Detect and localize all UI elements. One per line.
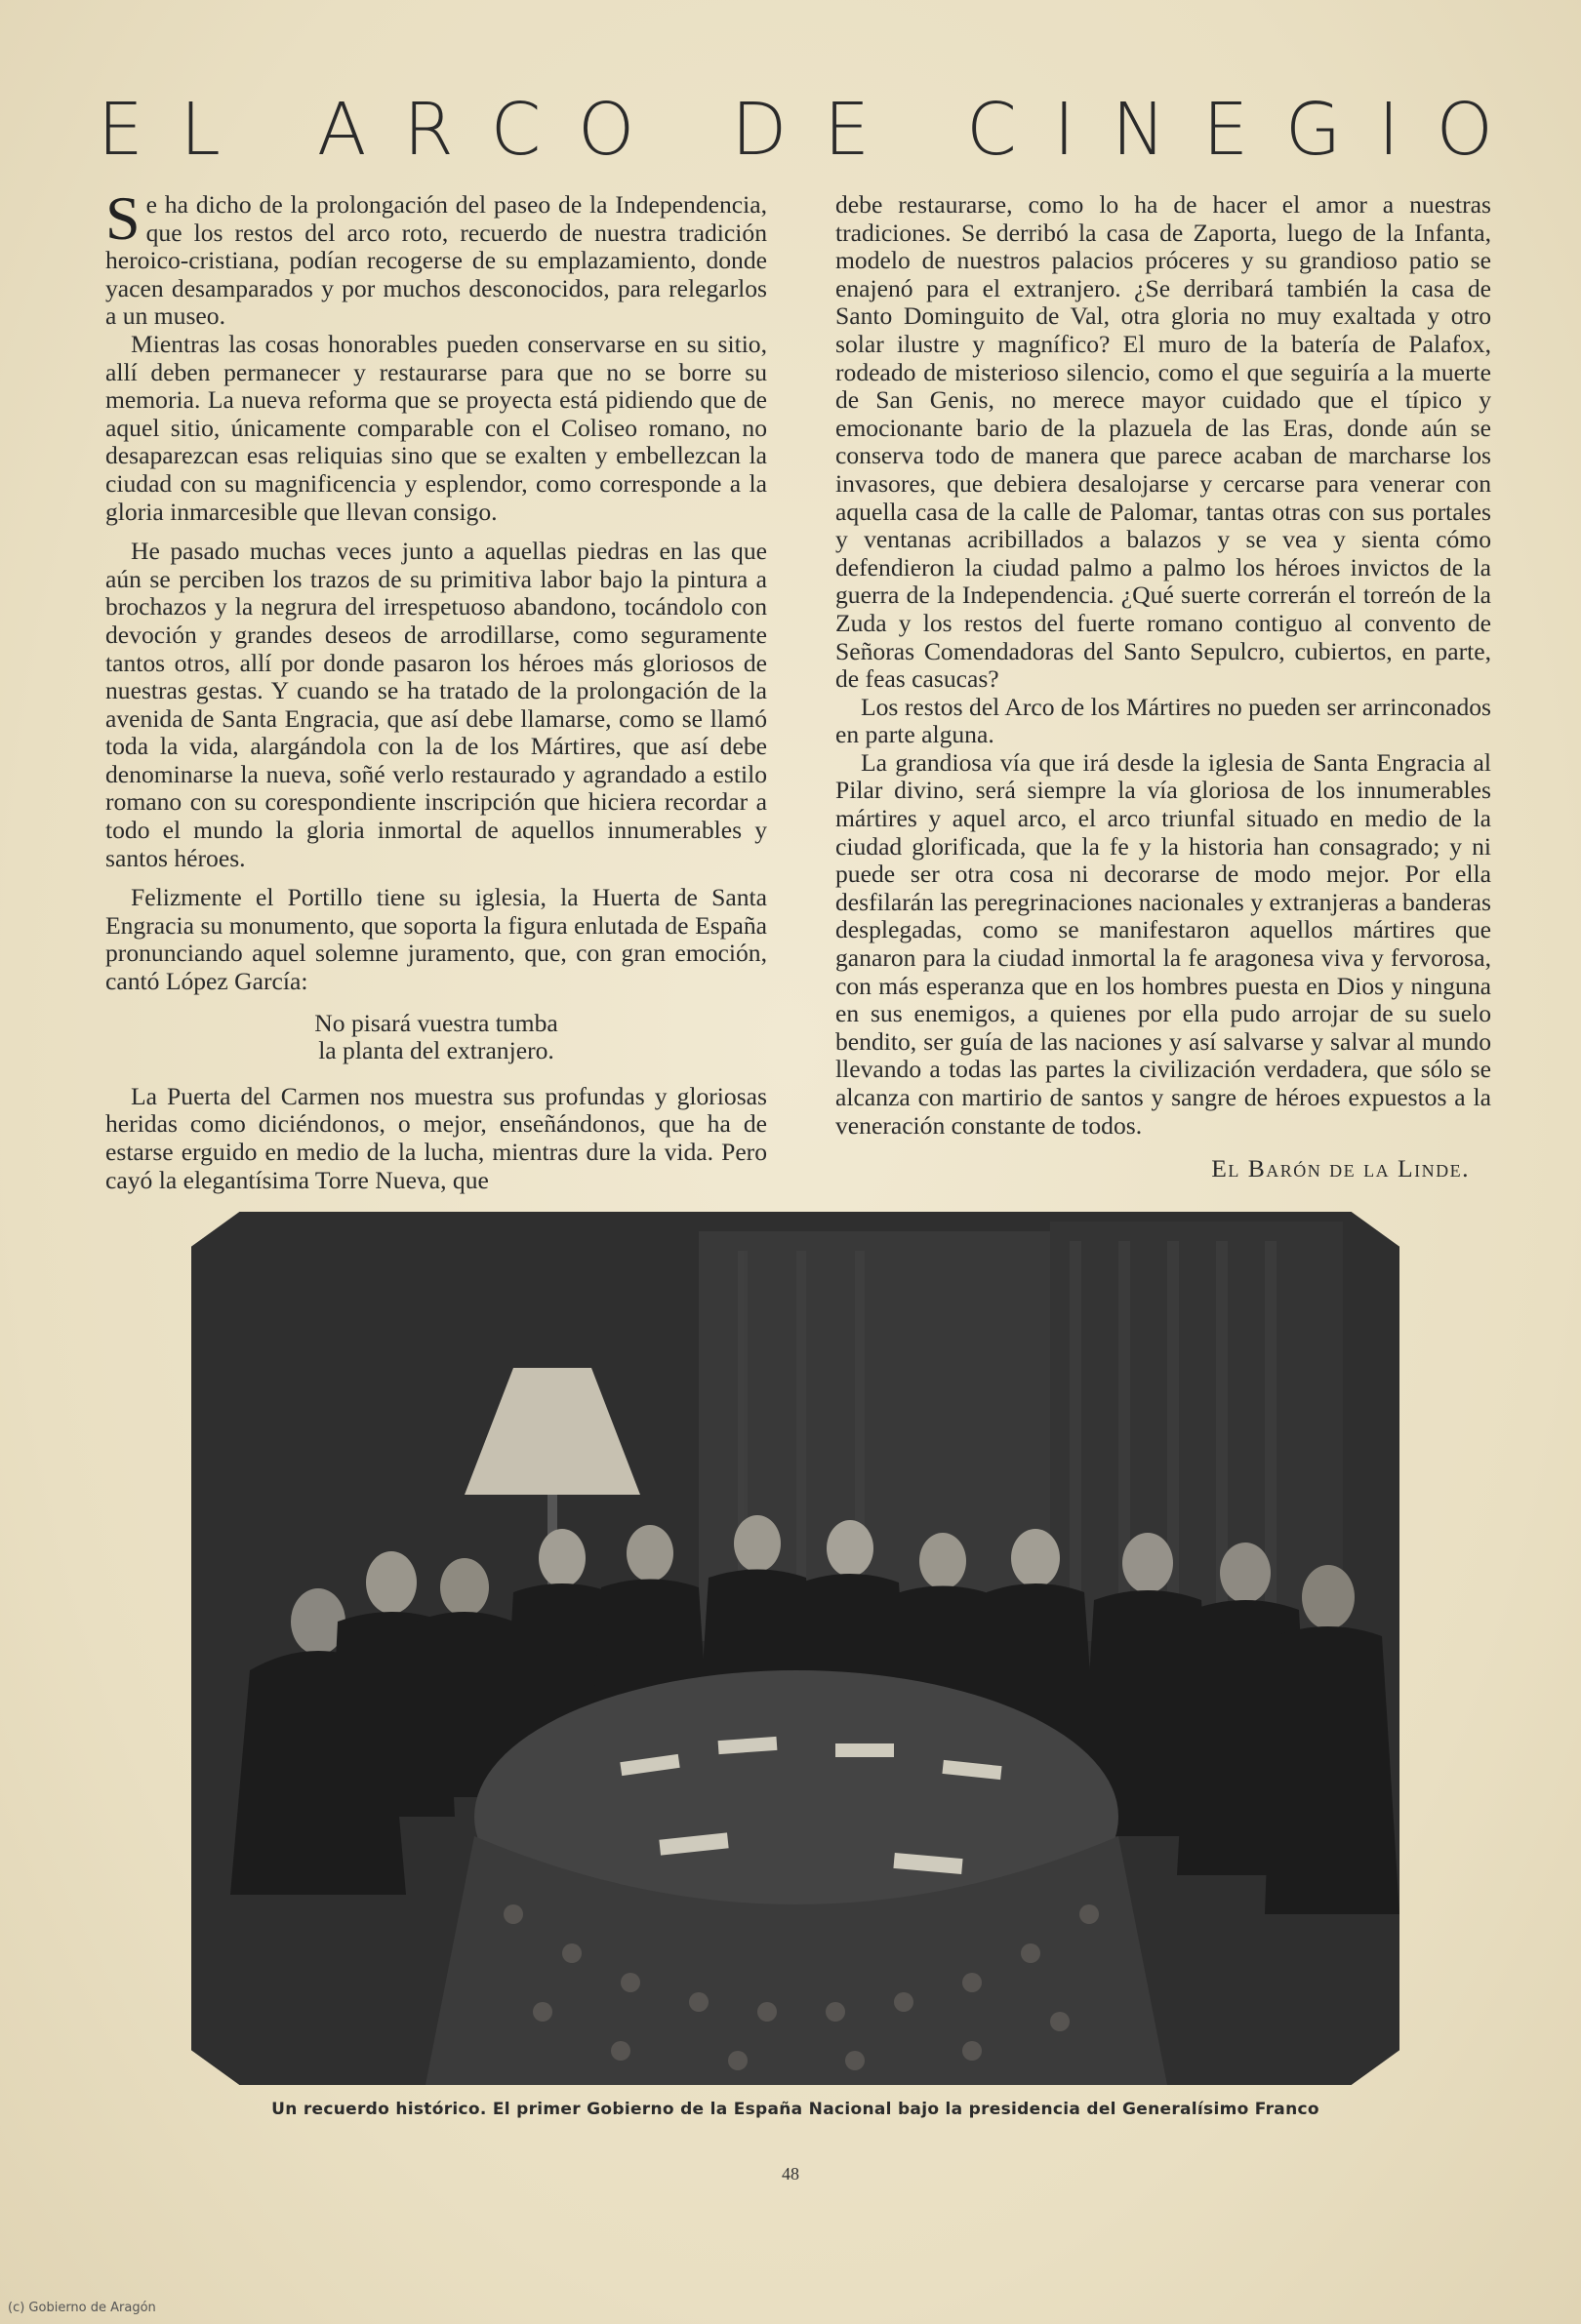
paragraph-1: Se ha dicho de la prolongación del paseo de la Independencia, que los restos del arco roto, recuerdo de nuestra tradición heroico-cristiana, podían recogerse de su emplazamiento, donde yacen desamparados y por muchos desconocidos, para relegarlos a un museo. — [105, 183, 767, 331]
paragraph-2: Mientras las cosas honorables pueden conservarse en su sitio, allí deben permanecer y restaurarse para que no se borre su memoria. La nueva reforma que se proyecta está pidiendo que de aquel sitio, únicamente comparable con el Coliseo romano, no desaparezcan esas reliquias sino que se exalten y embellezcan la ciudad con su magnificencia y esplendor, como corresponde a la gloria inmarcesible que llevan consigo. — [105, 329, 767, 526]
left-column — [105, 183, 767, 1194]
title-letter: N — [1112, 88, 1166, 172]
verse-line: la planta del extranjero. — [318, 1036, 554, 1065]
paragraph-4: Felizmente el Portillo tiene su iglesia, la Huerta de Santa Engracia su monumento, que soporta la figura enlutada de España pronunciando aquel solemne juramento, que, con gran emoción, cantó López García: — [105, 883, 767, 996]
title-letter: D — [731, 88, 788, 172]
paragraph-3: He pasado muchas veces junto a aquellas piedras en las que aún se perciben los trazos de su primitiva labor bajo la pintura a brochazos y la negrura del irrespetuoso abandono, tocándolo con devoción y grandes deseos de arrodillarse, como seguramente tantos otros, allí por donde pasaron los héroes más gloriosos de nuestras gestas. Y cuando se ha tratado de la prolongación de la avenida de Santa Engracia, que así debe llamarse, como se llamó toda la vida, alargándola con la de los Mártires, que así debe denominarse la nueva, soñé verlo restaurado y agrandado a estilo romano con su corespondiente inscripción que hiciera recordar a todo el mundo la gloria inmortal de aquellos innumerables y santos héroes. — [105, 537, 767, 872]
title-letter: E — [98, 88, 143, 172]
historical-photo — [191, 1212, 1399, 2085]
title-letter: L — [180, 88, 221, 172]
page-number: 48 — [782, 2164, 799, 2184]
copyright-credit: (c) Gobierno de Aragón — [8, 2301, 156, 2315]
verse-quote — [105, 1010, 767, 1065]
title-letter: R — [403, 88, 454, 172]
title-letter: C — [490, 88, 542, 172]
title-letter: O — [578, 88, 635, 172]
title-letter: C — [966, 88, 1017, 172]
title-letter: E — [1202, 88, 1249, 172]
title-letter: I — [1378, 88, 1399, 172]
article-title — [98, 86, 1493, 174]
dropcap: S — [105, 183, 141, 253]
title-letter — [258, 88, 281, 172]
author-signature: El Barón de la Linde. — [1211, 1154, 1470, 1183]
title-letter: I — [1053, 88, 1075, 172]
title-letter — [671, 88, 695, 172]
title-letter: A — [316, 88, 367, 172]
title-letter: E — [824, 88, 870, 172]
photo-caption: Un recuerdo histórico. El primer Gobierno de la España Nacional bajo la presidencia del Generalísimo Franco — [271, 2100, 1319, 2119]
paragraph-6: debe restaurarse, como lo ha de hacer el amor a nuestras tradiciones. Se derribó la casa de Zaporta, luego de la Infanta, modelo de nuestros palacios próceres y su grandioso patio se enajenó para el extranjero. ¿Se derribará también la casa de Santo Dominguito de Val, otra gloria no muy exaltada y otro solar ilustre y magnífico? El muro de la batería de Palafox, rodeado de misterioso silencio, como el que seguiría a la muerte de San Genis, no merece mayor cuidado que el típico y emocionante bario de la plazuela de las Eras, donde aún se conserva todo de manera que parece acaban de marcharse los invasores, que debiera desalojarse y cercarse para venerar con aquella casa de la calle de Palomar, tantas otras con sus portales y ventanas acribillados a balazos y se vea y sienta cómo defendieron la ciudad palmo a palmo los héroes invictos de la guerra de la Independencia. ¿Qué suerte correrán el torreón de la Zuda y los restos del fuerte romano contiguo al convento de Señoras Comendadoras del Santo Sepulcro, cubiertos, en parte, de feas casucas? — [835, 190, 1491, 694]
paragraph-7: Los restos del Arco de los Mártires no pueden ser arrinconados en parte alguna. — [835, 692, 1491, 749]
title-letter: O — [1436, 88, 1493, 172]
title-letter — [907, 88, 930, 172]
photo-illustration — [191, 1212, 1399, 2085]
paragraph-8: La grandiosa vía que irá desde la iglesia de Santa Engracia al Pilar divino, será siempre la vía gloriosa de los innumerables mártires y aquel arco, el arco triunfal situado en medio de la ciudad glorificada, que la fe y la historia han consagrado; y ni puede ser otra cosa ni decorarse de modo mejor. Por ella desfilarán las peregrinaciones nacionales y extranjeras a banderas desplegadas, como se manifestaron aquellos mártires que ganaron para la ciudad inmortal la fe aragonesa viva y fervorosa, con más esperanza que en los hombres puesta en Dios y ninguna en sus enemigos, a quienes por ella pudo arrojar de su suelo bendito, ser guía de las naciones y así salvarse y salvar al mundo llevando a todas las partes la civilización verdadera, que sólo se alcanza con martirio de santos y sangre de héroes expuestos a la veneración constante de todos. — [835, 747, 1491, 1140]
right-column — [835, 191, 1491, 1183]
title-letter: G — [1284, 88, 1342, 172]
verse-line: No pisará vuestra tumba — [314, 1008, 558, 1037]
paragraph-5: La Puerta del Carmen nos muestra sus profundas y gloriosas heridas como diciéndonos, o mejor, enseñándonos, que ha de estarse erguido en medio de la lucha, mientras dure la vida. Pero cayó la elegantísima Torre Nueva, que — [105, 1081, 767, 1194]
